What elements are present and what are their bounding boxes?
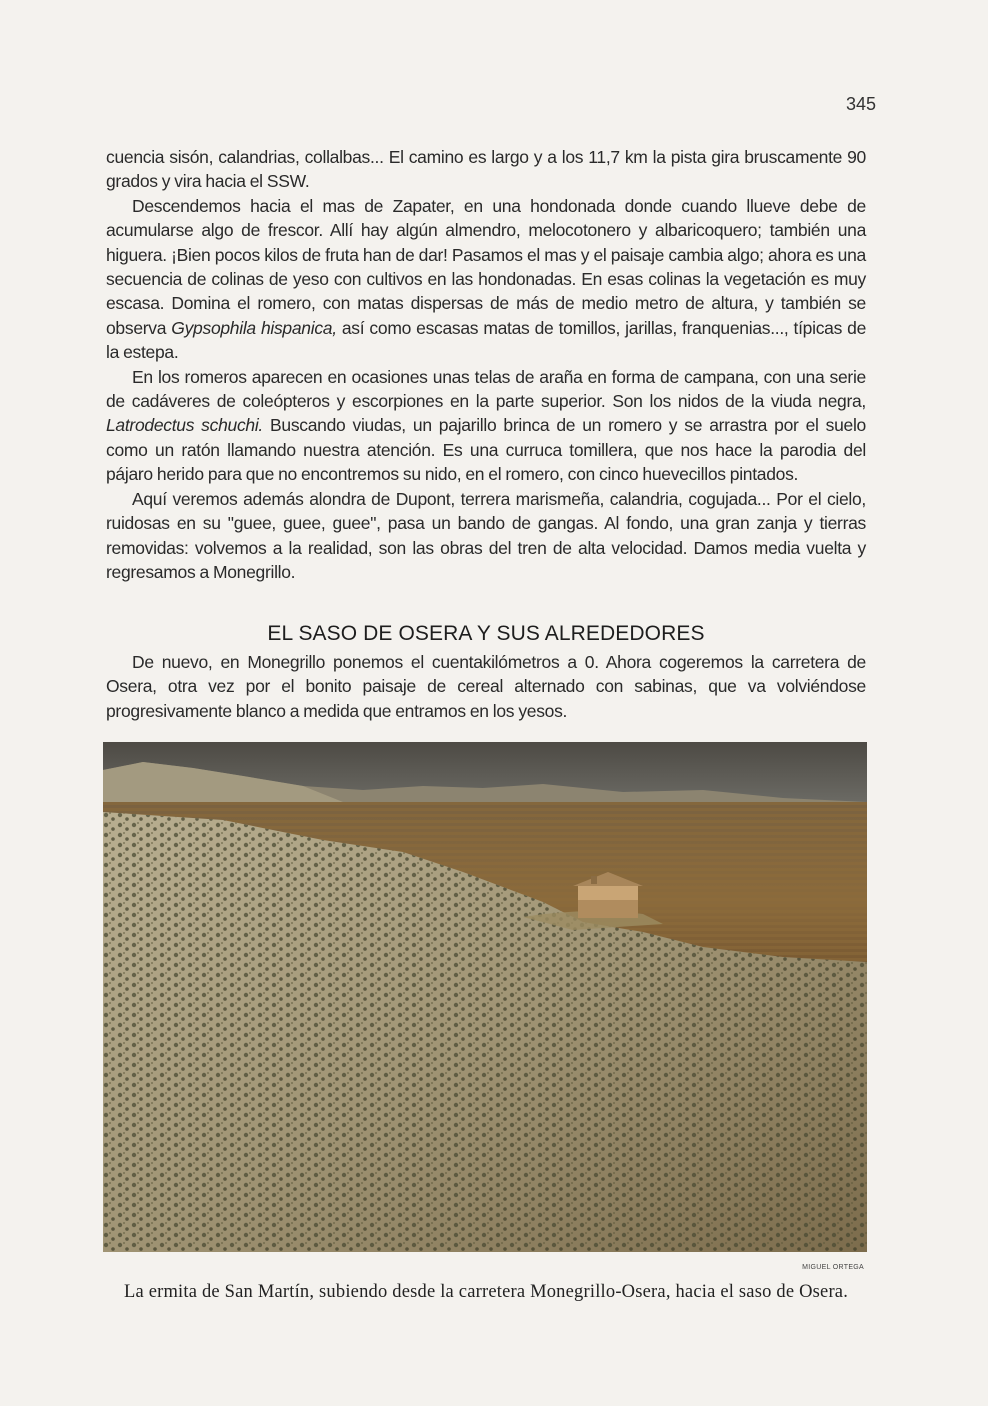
- photo-caption: La ermita de San Martín, subiendo desde la carretera Monegrillo-Osera, hacia el saso de Osera.: [123, 1282, 849, 1302]
- species-name: Gypsophila hispanica,: [171, 317, 337, 338]
- species-name: Latrodectus schuchi.: [106, 415, 263, 436]
- body-text: [106, 145, 866, 584]
- paragraph: [106, 194, 866, 365]
- photo-credit: MIGUEL ORTEGA: [802, 1264, 864, 1271]
- paragraph-text: En los romeros aparecen en ocasiones unas telas de araña en forma de campana, con una serie de cadáveres de coleópteros y escorpiones en la parte superior. Son los nidos de la viuda negra,: [106, 366, 866, 412]
- paragraph: [106, 365, 866, 487]
- section-text: [106, 650, 866, 723]
- page-number: 345: [845, 94, 876, 114]
- photo-illustration: [103, 742, 867, 1252]
- paragraph-text: Descendemos hacia el mas de Zapater, en una hondonada donde cuando llueve debe de acumularse algo de frescor. Allí hay algún almendro, melocotonero y albaricoquero; también una higuera. ¡Bien pocos kilos de fruta han de dar! Pasamos el mas y el paisaje cambia algo; ahora es una secuencia de colinas de yeso con cultivos en las hondonadas. En esas colinas la vegetación es muy escasa. Domina el romero, con matas dispersas de más de medio metro de altura, y también se observa: [106, 195, 866, 338]
- paragraph-text: así como escasas matas de tomillos, jarillas, franquenias..., típicas de la estepa.: [106, 317, 867, 363]
- paragraph: De nuevo, en Monegrillo ponemos el cuentakilómetros a 0. Ahora cogeremos la carretera de Osera, otra vez por el bonito paisaje de cereal alternado con sabinas, que va volviéndose progresivamente blanco a medida que entramos en los yesos.: [106, 652, 866, 721]
- section-heading: EL SASO DE OSERA Y SUS ALREDEDORES: [267, 622, 705, 645]
- paragraph: Aquí veremos además alondra de Dupont, terrera marismeña, calandria, cogujada... Por el cielo, ruidosas en su "guee, guee, guee", pasa un bando de gangas. Al fondo, una gran zanja y tierras removidas: volvemos a la realidad, son las obras del tren de alta velocidad. Damos media vuelta y regresamos a Monegrillo.: [106, 488, 866, 582]
- paragraph-text: Buscando viudas, un pajarillo brinca de un romero y se arrastra por el suelo como un ratón llamando nuestra atención. Es una curruca tomillera, que nos hace la parodia del pájaro herido para que no encontremos su nido, en el romero, con cinco huevecillos pintados.: [106, 415, 866, 485]
- landscape-photo: [103, 742, 867, 1252]
- paragraph: cuencia sisón, calandrias, collalbas... El camino es largo y a los 11,7 km la pista gira bruscamente 90 grados y vira hacia el SSW.: [106, 147, 866, 192]
